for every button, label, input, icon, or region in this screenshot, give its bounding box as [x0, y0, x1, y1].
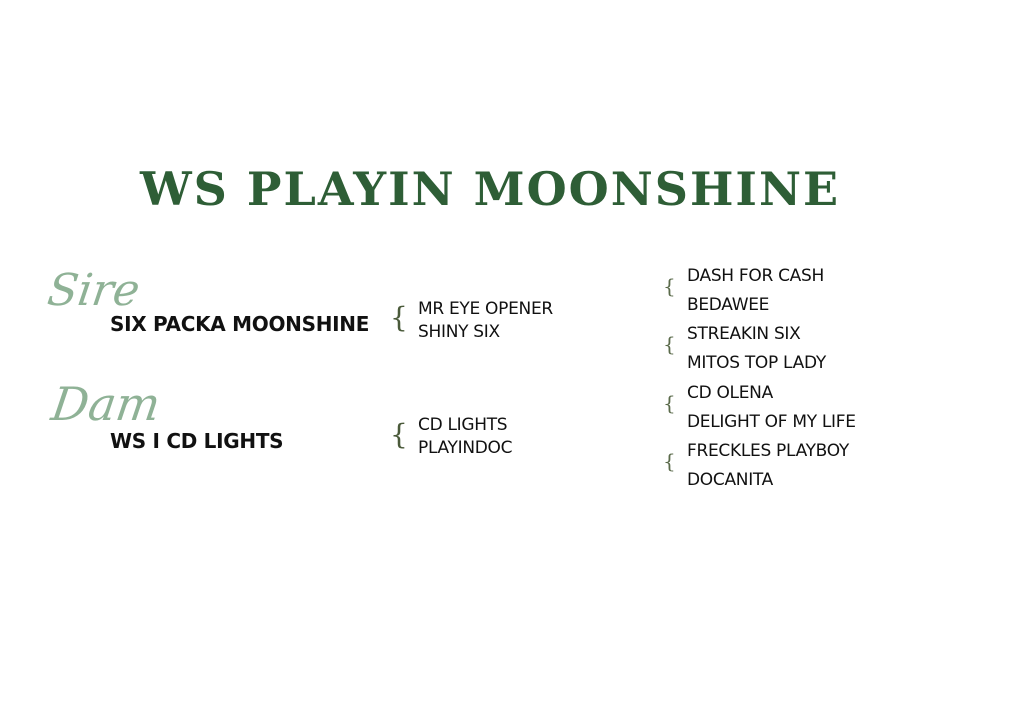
dam-sire-dam: DELIGHT OF MY LIFE	[687, 412, 856, 432]
dam-sire-sire: CD OLENA	[687, 383, 773, 403]
dam-parents-brace: {	[390, 418, 408, 451]
sire-sire-sire: DASH FOR CASH	[687, 266, 824, 286]
horse-title: WS PLAYIN MOONSHINE	[140, 162, 841, 216]
sire-dam-parents-brace: {	[663, 332, 676, 356]
dam-dam-parents-brace: {	[663, 449, 676, 473]
dam-name: WS I CD LIGHTS	[110, 429, 284, 453]
sire-parents-brace: {	[390, 301, 408, 334]
dam-label: Dam	[48, 377, 164, 431]
dam-sire: CD LIGHTS	[418, 415, 508, 435]
sire-dam-dam: MITOS TOP LADY	[687, 353, 826, 373]
sire-name: SIX PACKA MOONSHINE	[110, 312, 370, 336]
sire-dam-sire: STREAKIN SIX	[687, 324, 801, 344]
sire-sire-dam: BEDAWEE	[687, 295, 770, 315]
dam-dam-sire: FRECKLES PLAYBOY	[687, 441, 849, 461]
dam-dam-dam: DOCANITA	[687, 470, 773, 490]
dam-sire-parents-brace: {	[663, 391, 676, 415]
sire-dam: SHINY SIX	[418, 322, 500, 342]
sire-label: Sire	[44, 265, 143, 316]
sire-sire-parents-brace: {	[663, 274, 676, 298]
sire-sire: MR EYE OPENER	[418, 299, 553, 319]
dam-dam: PLAYINDOC	[418, 438, 513, 458]
